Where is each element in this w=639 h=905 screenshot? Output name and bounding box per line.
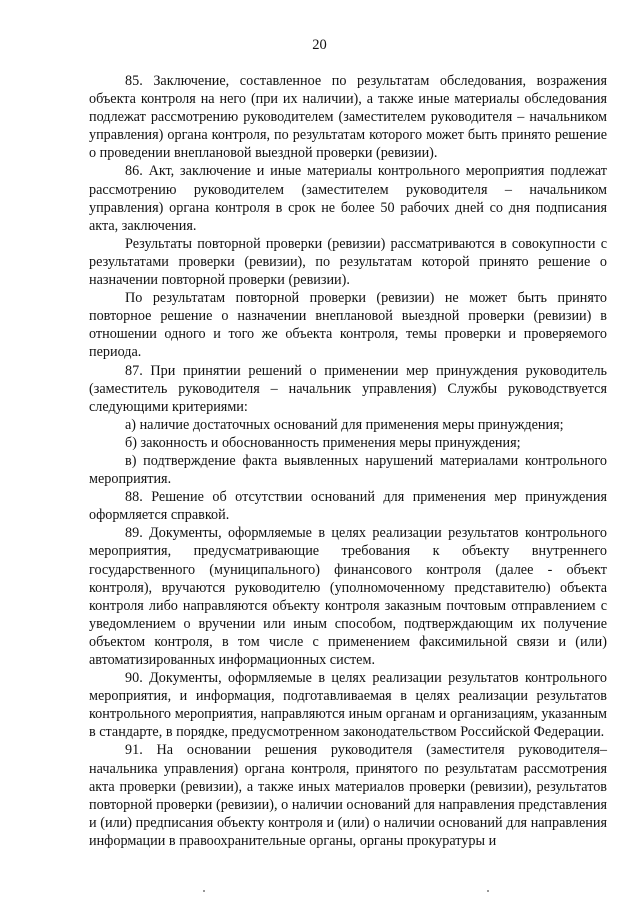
paragraph-85: 85. Заключение, составленное по результатам обследования, возражения объекта контроля на него (при их наличии), а также иные материалы обследования подлежат рассмотрению руководителем (заместителем руководителя – начальником управления) органа контроля, по результатам которого может быть принято решение о проведении внеплановой выездной проверки (ревизии). [89, 73, 607, 162]
paragraph-repeat-decision: По результатам повторной проверки (ревизии) не может быть принято повторное решение о назначении внеплановой выездной проверки (ревизии) в отношении одного и того же объекта контроля, темы проверки и проверяемого периода. [89, 290, 607, 361]
paragraph-91: 91. На основании решения руководителя (заместителя руководителя– начальника управления) органа контроля, принятого по результатам рассмотрения акта проверки (ревизии), а также иных материалов проверки (ревизии), результатов повторной проверки (ревизии), о наличии оснований для направления представления и (или) предписания объекту контроля и (или) о наличии оснований для направления информации в правоохранительные органы, органы прокуратуры и [89, 742, 607, 849]
paragraph-89: 89. Документы, оформляемые в целях реализации результатов контрольного мероприятия, предусматривающие требования к объекту внутреннего государственного (муниципального) финансового контроля (далее - объект контроля), вручаются руководителю (уполномоченному представителю) объекта контроля либо направляются объекту контроля заказным почтовым отправлением с уведомлением о вручении или иным способом, подтверждающим их получение объектом контроля, в том числе с применением факсимильной связи и (или) автоматизированных информационных систем. [89, 525, 607, 668]
paragraph-86: 86. Акт, заключение и иные материалы контрольного мероприятия подлежат рассмотрению руководителем (заместителем руководителя – начальником управления) органа контроля в срок не более 50 рабочих дней со дня подписания акта, заключения. [89, 163, 607, 234]
paragraph-90: 90. Документы, оформляемые в целях реализации результатов контрольного мероприятия, и информация, подготавливаемая в целях реализации результатов контрольного мероприятия, направляются иным органам и организациям, указанным в стандарте, в порядке, предусмотренном законодательством Российской Федерации. [89, 670, 607, 741]
criteria-item-b: б) законность и обоснованность применения меры принуждения; [125, 434, 521, 451]
criteria-item-a: а) наличие достаточных оснований для применения меры принуждения; [125, 416, 564, 433]
page-number: 20 [312, 37, 327, 53]
scan-artifact-dot [203, 890, 205, 892]
scan-artifact-dot [487, 890, 489, 892]
criteria-item-c: в) подтверждение факта выявленных нарушений материалами контрольного мероприятия. [89, 452, 607, 488]
paragraph-87: 87. При принятии решений о применении мер принуждения руководитель (заместитель руководителя – начальник управления) Службы руководствуется следующими критериями: [89, 362, 607, 415]
paragraph-repeat-results: Результаты повторной проверки (ревизии) рассматриваются в совокупности с результатами проверки (ревизии), по результатам которой принято решение о назначении повторной проверки (ревизии). [89, 235, 607, 289]
paragraph-88: 88. Решение об отсутствии оснований для применения мер принуждения оформляется справкой. [89, 489, 607, 524]
document-body [89, 72, 607, 850]
